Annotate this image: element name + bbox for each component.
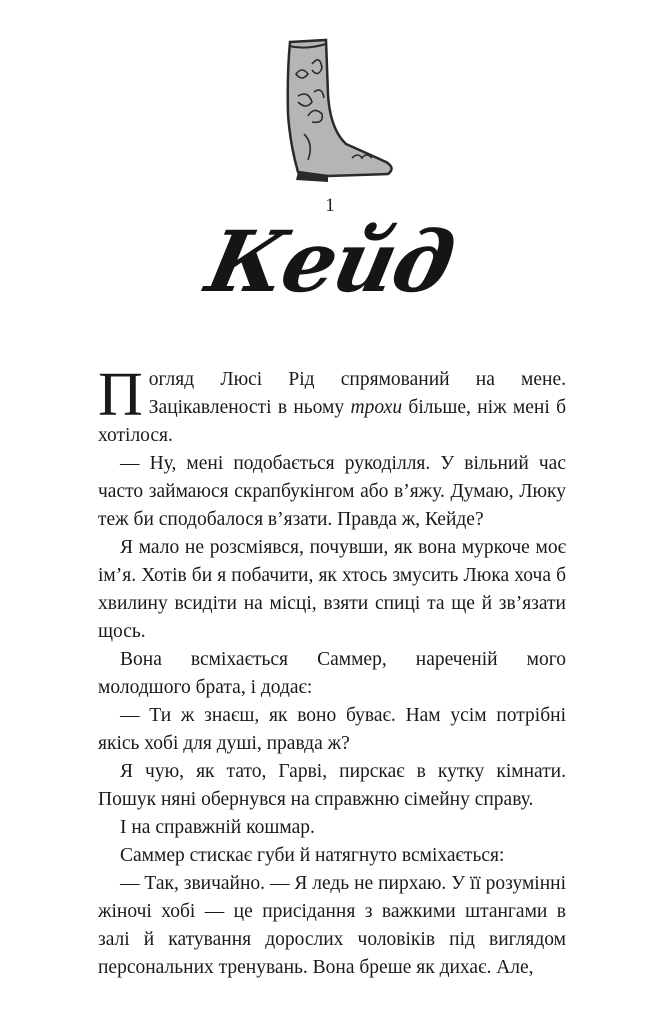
chapter-number: 1 [325,195,335,216]
cowboy-boot-illustration [268,34,398,184]
paragraph: Вона всміхається Саммер, нареченій мого молодшого брата, і додає: [98,649,566,698]
body-text [98,361,567,982]
paragraph-text: огляд Люсі Рід спрямований на мене. Зацікавленості в ньому [148,369,566,418]
drop-cap: П [98,361,143,429]
paragraph: — Ну, мені подобається рукоділля. У вільний час часто займаюся скрапбукінгом або в’яжу. Думаю, Люку теж би сподобалося в’язати. Правда ж, Кейде? [98,453,566,530]
chapter-title: Кейд [198,212,462,311]
paragraph [98,361,567,450]
paragraph: — Так, звичайно. — Я ледь не пирхаю. У її розумінні жіночі хобі — це присідання з важкими штангами в залі й катування дорослих чоловіків під виглядом персональних тренувань. Вона бреше як дихає. Але, [98,873,566,978]
paragraph-text: більше, ніж мені б хотілося. [98,397,567,446]
paragraph: Я чую, як тато, Гарві, пирскає в кутку кімнати. Пошук няні обернувся на справжню сімейну справу. [98,761,566,810]
emphasized-word: трохи [350,397,403,418]
paragraph: — Ти ж знаєш, як воно буває. Нам усім потрібні якісь хобі для душі, правда ж? [98,705,566,754]
paragraph: І на справжній кошмар. [120,817,315,838]
paragraph: Я мало не розсміявся, почувши, як вона муркоче моє ім’я. Хотів би я побачити, як хтось змусить Люка хоча б хвилину всидіти на місці, взяти спиці та ще й зв’язати щось. [98,537,566,642]
paragraph: Саммер стискає губи й натягнуто всміхається: [120,845,505,866]
